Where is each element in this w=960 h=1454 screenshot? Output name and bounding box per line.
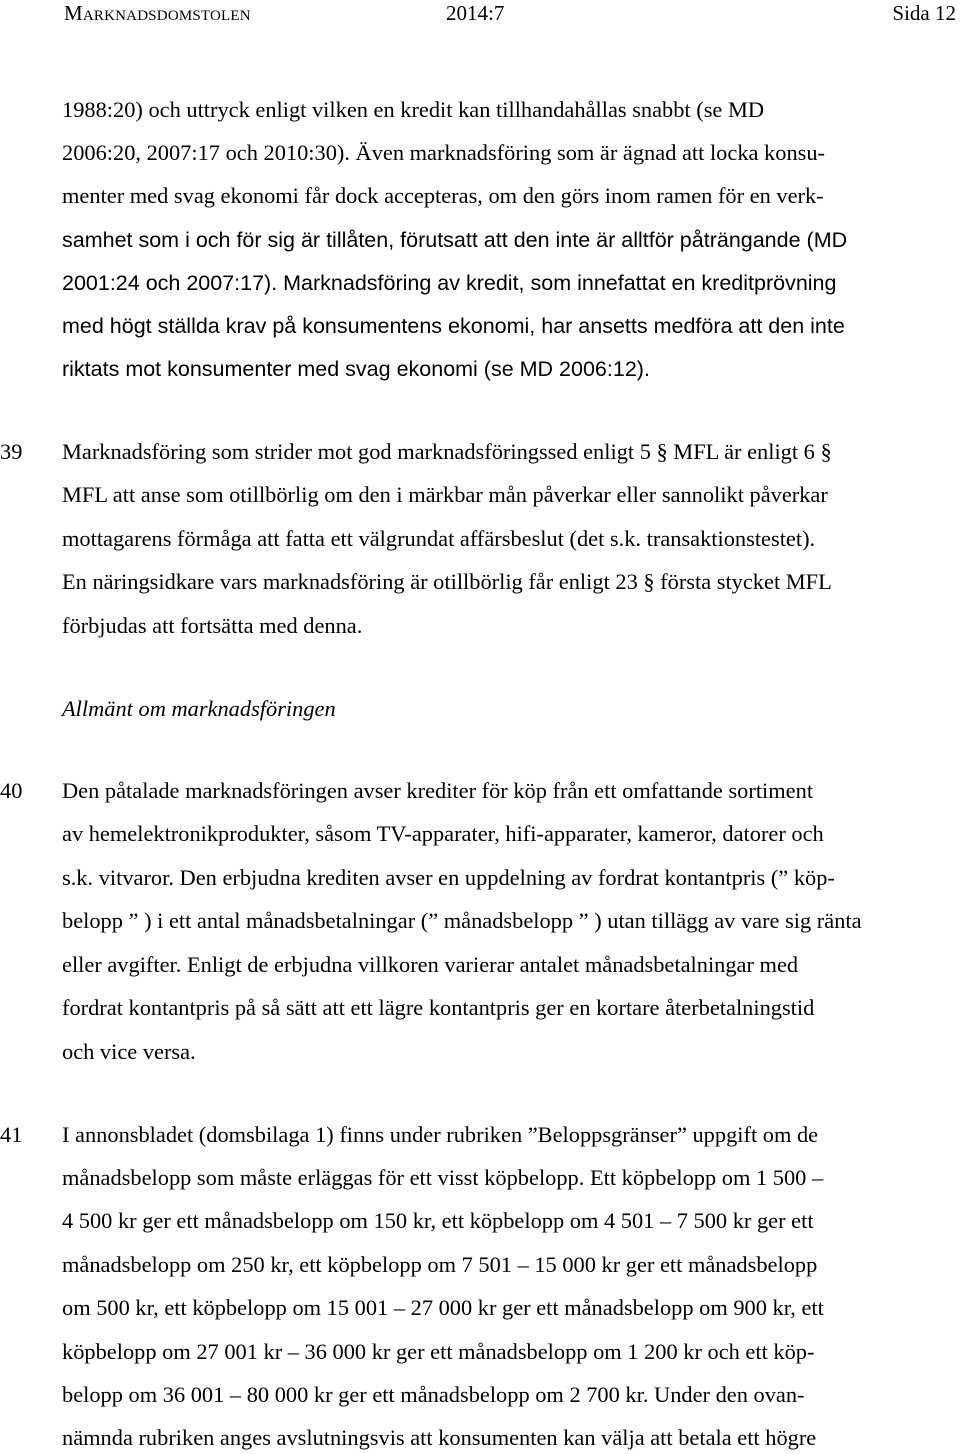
case-number: 2014:7: [446, 1, 505, 25]
paragraph-41-line: 4 500 kr ger ett månadsbelopp om 150 kr, ett köpbelopp om 4 501 – 7 500 kr ger ett: [62, 1208, 814, 1233]
page-header: [64, 0, 956, 26]
paragraph-40-line: och vice versa.: [62, 1039, 196, 1064]
paragraph-41-line: månadsbelopp som måste erläggas för ett visst köpbelopp. Ett köpbelopp om 1 500 –: [62, 1165, 824, 1190]
paragraph-41-line: belopp om 36 001 – 80 000 kr ger ett månadsbelopp om 2 700 kr. Under den ovan-: [62, 1382, 805, 1407]
intro-line: 1988:20) och uttryck enligt vilken en kredit kan tillhandahållas snabbt (se MD: [62, 97, 765, 122]
intro-line: 2001:24 och 2007:17). Marknadsföring av kredit, som innefattat en kreditprövning: [62, 271, 837, 295]
paragraph-39-line: mottagarens förmåga att fatta ett välgrundat affärsbeslut (det s.k. transaktionstestet).: [62, 526, 816, 551]
paragraph-41-line: nämnda rubriken anges avslutningsvis att konsumenten kan välja att betala ett högre: [62, 1425, 817, 1450]
paragraph-41-line: om 500 kr, ett köpbelopp om 15 001 – 27 000 kr ger ett månadsbelopp om 900 kr, ett: [62, 1295, 824, 1320]
paragraph-39-line: Marknadsföring som strider mot god marknadsföringssed enligt 5 § MFL är enligt 6 §: [62, 439, 832, 464]
intro-line: riktats mot konsumenter med svag ekonomi (se MD 2006:12).: [62, 357, 650, 381]
paragraph-40-line: s.k. vitvaror. Den erbjudna krediten avser en uppdelning av fordrat kontantpris (” köp-: [62, 865, 835, 890]
intro-line: menter med svag ekonomi får dock accepteras, om den görs inom ramen för en verk-: [62, 183, 824, 208]
intro-line: med högt ställda krav på konsumentens ekonomi, har ansetts medföra att den inte: [62, 314, 845, 338]
paragraph-40-line: fordrat kontantpris på så sätt att ett lägre kontantpris ger en kortare återbetalningstid: [62, 995, 815, 1020]
paragraph-39-line: förbjudas att fortsätta med denna.: [62, 613, 363, 638]
intro-line: samhet som i och för sig är tillåten, förutsatt att den inte är alltför påträngande (MD: [62, 228, 848, 252]
paragraph-41-line: månadsbelopp om 250 kr, ett köpbelopp om 7 501 – 15 000 kr ger ett månadsbelopp: [62, 1252, 818, 1277]
paragraph-number: 40: [0, 778, 23, 803]
page-number: Sida 12: [892, 1, 956, 25]
paragraph-41-line: köpbelopp om 27 001 kr – 36 000 kr ger ett månadsbelopp om 1 200 kr och ett köp-: [62, 1339, 815, 1364]
paragraph-39-line: MFL att anse som otillbörlig om den i märkbar mån påverkar eller sannolikt påverkar: [62, 482, 828, 507]
paragraph-40-line: eller avgifter. Enligt de erbjudna villkoren varierar antalet månadsbetalningar med: [62, 952, 799, 977]
paragraph-40-line: belopp ” ) i ett antal månadsbetalningar (” månadsbelopp ” ) utan tillägg av vare sig ränta: [62, 908, 862, 933]
intro-line: 2006:20, 2007:17 och 2010:30). Även marknadsföring som är ägnad att locka konsu-: [62, 140, 825, 165]
paragraph-40-line: Den påtalade marknadsföringen avser krediter för köp från ett omfattande sortiment: [62, 778, 814, 803]
paragraph-41-line: I annonsbladet (domsbilaga 1) finns under rubriken ”Beloppsgränser” uppgift om de: [62, 1122, 819, 1147]
paragraph-39-line: En näringsidkare vars marknadsföring är otillbörlig får enligt 23 § första stycket MFL: [62, 569, 832, 594]
section-heading: Allmänt om marknadsföringen: [62, 696, 336, 721]
paragraph-40-line: av hemelektronikprodukter, såsom TV-apparater, hifi-apparater, kameror, datorer och: [62, 821, 824, 846]
paragraph-number: 41: [0, 1122, 23, 1147]
paragraph-number: 39: [0, 439, 23, 464]
court-name: Marknadsdomstolen: [64, 1, 251, 25]
